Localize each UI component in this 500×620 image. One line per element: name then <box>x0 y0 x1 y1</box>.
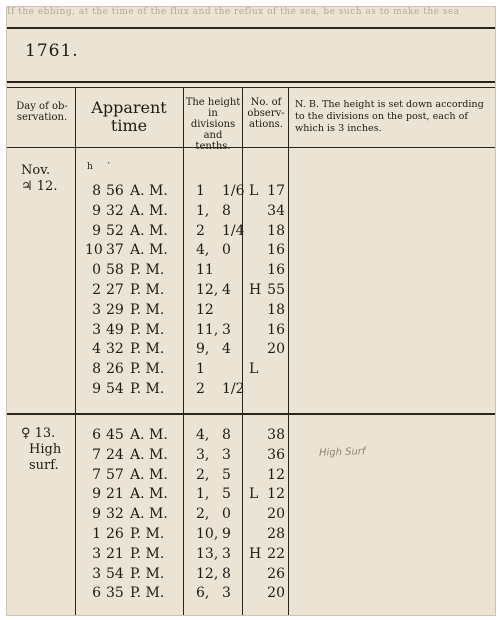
tenths-cell: 8 <box>222 202 231 219</box>
tenths-cell: 0 <box>222 506 231 523</box>
hours-unit: h <box>87 162 93 172</box>
hour-cell: 3 <box>92 565 101 582</box>
ampm-cell: P. M. <box>130 321 165 338</box>
table-row <box>7 301 495 321</box>
table-row <box>7 485 495 505</box>
observations-cell: 16 <box>267 321 285 338</box>
height-cell: 1 <box>196 361 205 378</box>
height-cell: 1 <box>196 183 205 199</box>
ampm-cell: A. M. <box>130 466 168 483</box>
ampm-cell: A. M. <box>130 222 168 239</box>
height-cell: 1, <box>196 202 210 219</box>
ampm-cell: P. M. <box>130 361 165 378</box>
height-cell: 12 <box>196 301 214 318</box>
ampm-cell: P. M. <box>130 565 165 582</box>
minute-cell: 32 <box>106 506 124 523</box>
hour-cell: 4 <box>92 341 101 358</box>
ampm-cell: A. M. <box>130 506 168 523</box>
header-height: The height in divisions and <box>185 97 241 141</box>
observations-cell: 18 <box>267 222 285 239</box>
table-row <box>7 241 495 261</box>
tenths-cell: 5 <box>222 486 231 503</box>
tenths-cell: 3 <box>222 545 231 562</box>
minute-cell: 56 <box>106 183 124 199</box>
tenths-cell: 1/2 <box>222 381 245 397</box>
hour-cell: 1 <box>92 526 101 542</box>
ampm-cell: A. M. <box>130 486 168 503</box>
hour-cell: 9 <box>92 381 101 397</box>
height-cell: 12, <box>196 282 219 298</box>
table-row <box>7 545 495 565</box>
table-row <box>7 340 495 360</box>
minute-cell: 45 <box>106 427 124 443</box>
header-day: Day of ob-servation. <box>16 101 68 123</box>
minute-cell: 52 <box>106 222 124 239</box>
height-cell: 10, <box>196 526 219 542</box>
minute-cell: 49 <box>106 321 124 338</box>
minute-cell: 54 <box>106 381 124 397</box>
table-row <box>7 281 495 301</box>
table-row <box>7 380 495 400</box>
hour-cell: 9 <box>92 222 101 239</box>
ampm-cell: P. M. <box>130 301 165 318</box>
header-top-rule <box>7 81 495 83</box>
header-top-rule-thin <box>7 87 495 88</box>
ampm-cell: P. M. <box>130 381 165 397</box>
height-cell: 11 <box>196 262 214 279</box>
ampm-cell: A. M. <box>130 446 168 463</box>
table-row <box>7 182 495 202</box>
hour-cell: 8 <box>92 361 101 378</box>
observations-cell: 20 <box>267 585 285 602</box>
table-row <box>7 360 495 380</box>
minute-cell: 21 <box>106 545 124 562</box>
ampm-cell: A. M. <box>130 242 168 259</box>
hour-cell: 9 <box>92 486 101 503</box>
height-cell: 2, <box>196 466 210 483</box>
table-row <box>7 261 495 281</box>
table-row <box>7 505 495 525</box>
minute-cell: 54 <box>106 565 124 582</box>
section2-date: ♀ 13. <box>21 426 56 441</box>
hour-cell: 3 <box>92 301 101 318</box>
table-row <box>7 525 495 545</box>
minute-cell: 21 <box>106 486 124 503</box>
minute-cell: 35 <box>106 585 124 602</box>
observations-cell: 16 <box>267 262 285 279</box>
bleed-through-text: If the ebbing, at the time of the flux and the reflux of the sea, be such as to make the sea <box>7 7 460 17</box>
time-units <box>87 162 110 172</box>
section1-month: Nov. <box>21 163 51 178</box>
height-cell: 2, <box>196 506 210 523</box>
ampm-cell: A. M. <box>130 202 168 219</box>
minutes-unit: ′ <box>107 162 110 172</box>
table-row <box>7 565 495 585</box>
table-row <box>7 321 495 341</box>
ampm-cell: P. M. <box>130 282 165 298</box>
tide-flag-cell: L <box>249 183 259 199</box>
table-row <box>7 446 495 466</box>
height-cell: 11, <box>196 321 219 338</box>
observations-cell: 18 <box>267 301 285 318</box>
observations-cell: 12 <box>267 486 285 503</box>
ampm-cell: P. M. <box>130 526 165 542</box>
minute-cell: 37 <box>106 242 124 259</box>
ampm-cell: P. M. <box>130 585 165 602</box>
ampm-cell: A. M. <box>130 183 168 199</box>
observations-cell: 17 <box>267 183 285 199</box>
height-cell: 4, <box>196 242 210 259</box>
tide-flag-cell: L <box>249 361 259 378</box>
observations-cell: 22 <box>267 545 285 562</box>
minute-cell: 32 <box>106 202 124 219</box>
table-row <box>7 222 495 242</box>
hour-cell: 2 <box>92 282 101 298</box>
tenths-cell: 3 <box>222 446 231 463</box>
observations-cell: 28 <box>267 526 285 542</box>
height-cell: 2 <box>196 381 205 397</box>
height-cell: 9, <box>196 341 210 358</box>
section1-date: ♃ 12. <box>21 179 58 194</box>
hour-cell: 0 <box>92 262 101 279</box>
tenths-cell: 8 <box>222 565 231 582</box>
top-rule <box>7 27 495 29</box>
header-nb-note: N. B. The height is set down according to the divisions on the post, each of which is 3 inches. <box>295 99 484 134</box>
minute-cell: 24 <box>106 446 124 463</box>
hour-cell: 9 <box>92 506 101 523</box>
hour-cell: 8 <box>92 183 101 199</box>
height-cell: 6, <box>196 585 210 602</box>
ampm-cell: A. M. <box>130 427 168 443</box>
tenths-cell: 5 <box>222 466 231 483</box>
tenths-cell: 4 <box>222 282 231 298</box>
minute-cell: 58 <box>106 262 124 279</box>
tenths-cell: 0 <box>222 242 231 259</box>
document-page <box>6 6 496 616</box>
observations-cell: 55 <box>267 282 285 298</box>
tenths-cell: 1/4 <box>222 222 245 239</box>
ampm-cell: P. M. <box>130 262 165 279</box>
section-separator <box>7 413 495 415</box>
tenths-cell: 3 <box>222 321 231 338</box>
header-bottom-rule <box>7 147 495 148</box>
minute-cell: 32 <box>106 341 124 358</box>
table-row <box>7 202 495 222</box>
hour-cell: 3 <box>92 545 101 562</box>
observations-cell: 36 <box>267 446 285 463</box>
table-row <box>7 426 495 446</box>
hour-cell: 9 <box>92 202 101 219</box>
height-cell: 3, <box>196 446 210 463</box>
tide-flag-cell: H <box>249 545 262 562</box>
height-cell: 1, <box>196 486 210 503</box>
table-row <box>7 584 495 604</box>
pencil-annotation: High Surf <box>318 446 366 459</box>
height-cell: 2 <box>196 222 205 239</box>
hour-cell: 6 <box>92 585 101 602</box>
tenths-cell: 1/6 <box>222 183 245 199</box>
section2-note1: High <box>29 442 62 457</box>
ampm-cell: P. M. <box>130 341 165 358</box>
table-row <box>7 466 495 486</box>
height-cell: 4, <box>196 427 210 443</box>
hour-cell: 6 <box>92 427 101 443</box>
hour-cell: 7 <box>92 446 101 463</box>
tenths-cell: 4 <box>222 341 231 358</box>
observations-cell: 20 <box>267 506 285 523</box>
observations-cell: 16 <box>267 242 285 259</box>
minute-cell: 29 <box>106 301 124 318</box>
tide-flag-cell: L <box>249 486 259 503</box>
height-cell: 12, <box>196 565 219 582</box>
hour-cell: 3 <box>92 321 101 338</box>
hour-cell: 7 <box>92 466 101 483</box>
observations-cell: 38 <box>267 427 285 443</box>
hour-cell: 10 <box>85 242 103 259</box>
header-apparent-time: Apparent time <box>91 98 167 135</box>
height-cell: 13, <box>196 545 219 562</box>
ampm-cell: P. M. <box>130 545 165 562</box>
minute-cell: 26 <box>106 361 124 378</box>
minute-cell: 26 <box>106 526 124 542</box>
tide-flag-cell: H <box>249 282 262 298</box>
tenths-cell: 9 <box>222 526 231 542</box>
observations-cell: 34 <box>267 202 285 219</box>
observations-cell: 12 <box>267 466 285 483</box>
tenths-cell: 3 <box>222 585 231 602</box>
tenths-cell: 8 <box>222 427 231 443</box>
header-number: No. of observ-ations. <box>247 97 285 130</box>
observations-cell: 20 <box>267 341 285 358</box>
observations-cell: 26 <box>267 565 285 582</box>
page-year: 1761. <box>25 41 79 61</box>
minute-cell: 57 <box>106 466 124 483</box>
section2-note2: surf. <box>29 458 59 473</box>
minute-cell: 27 <box>106 282 124 298</box>
